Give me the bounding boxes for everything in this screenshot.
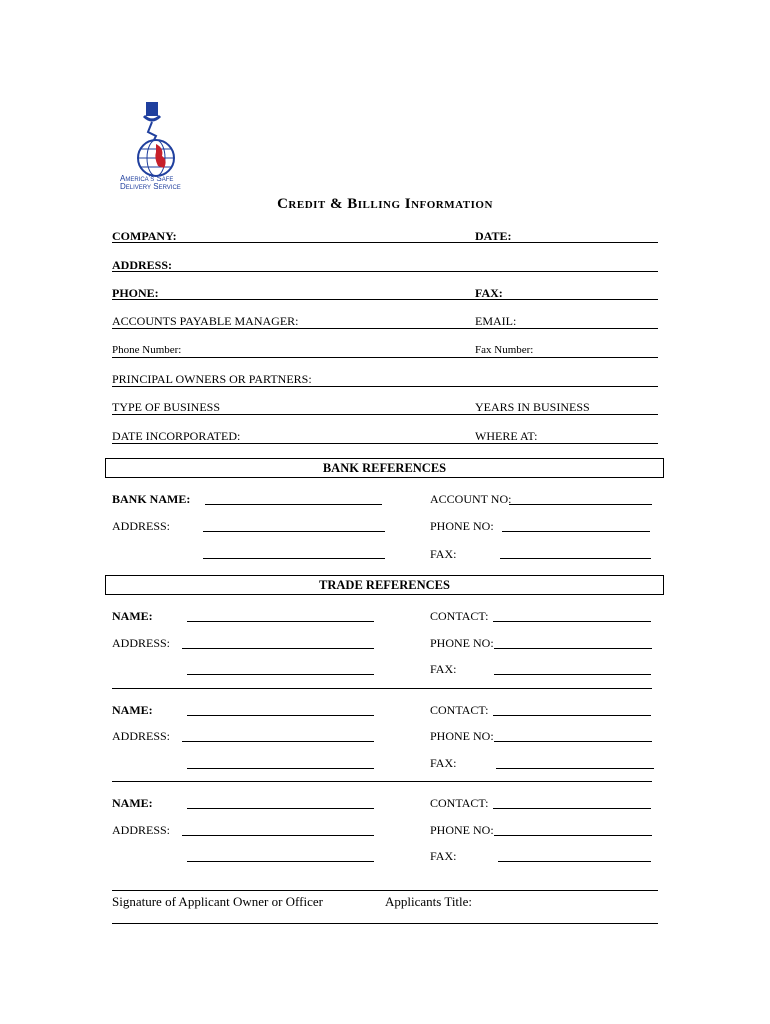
phone-fax-line[interactable] xyxy=(112,299,658,300)
trade1-phone-no-field[interactable] xyxy=(494,648,652,649)
bank-references-header xyxy=(105,458,664,478)
type-of-business-label: TYPE OF BUSINESS xyxy=(112,400,221,414)
date-label: DATE: xyxy=(475,229,512,243)
principal-owners-line[interactable] xyxy=(112,386,658,387)
bank-address-field-1[interactable] xyxy=(203,531,385,532)
trade2-phone-no-label: PHONE NO: xyxy=(430,729,494,743)
applicant-signature-label: Signature of Applicant Owner or Officer xyxy=(112,894,323,909)
trade3-address-field-2[interactable] xyxy=(187,861,374,862)
trade2-contact-field[interactable] xyxy=(493,715,651,716)
trade1-address-field-1[interactable] xyxy=(182,648,374,649)
trade2-name-label: NAME: xyxy=(112,703,153,717)
phone-label: PHONE: xyxy=(112,286,159,300)
trade3-contact-label: CONTACT: xyxy=(430,796,489,810)
date-incorporated-label: DATE INCORPORATED: xyxy=(112,429,241,443)
bank-fax-label: FAX: xyxy=(430,547,457,561)
bank-phone-no-field[interactable] xyxy=(502,531,650,532)
bank-address-label: ADDRESS: xyxy=(112,519,171,533)
bank-fax-field[interactable] xyxy=(500,558,651,559)
signature-bottom-line[interactable] xyxy=(112,923,658,924)
business-line[interactable] xyxy=(112,414,658,415)
bank-references-title: BANK REFERENCES xyxy=(322,461,447,475)
trade2-contact-label: CONTACT: xyxy=(430,703,489,717)
trade1-fax-label: FAX: xyxy=(430,662,457,676)
company-label: COMPANY: xyxy=(112,229,177,243)
ap-manager-label: ACCOUNTS PAYABLE MANAGER: xyxy=(112,314,299,328)
ap-manager-line[interactable] xyxy=(112,328,658,329)
trade1-address-field-2[interactable] xyxy=(187,674,374,675)
trade1-address-label: ADDRESS: xyxy=(112,636,171,650)
trade2-fax-label: FAX: xyxy=(430,756,457,770)
account-no-label: ACCOUNT NO: xyxy=(430,492,512,506)
bank-phone-no-label: PHONE NO: xyxy=(430,519,494,533)
trade1-name-label: NAME: xyxy=(112,609,153,623)
logo-text-line1: America's Safe xyxy=(120,174,174,183)
incorporated-line[interactable] xyxy=(112,443,658,444)
phone-number-label: Phone Number: xyxy=(112,344,182,356)
trade3-phone-no-field[interactable] xyxy=(494,835,652,836)
trade3-contact-field[interactable] xyxy=(493,808,651,809)
trade-references-header xyxy=(105,575,664,595)
years-in-business-label: YEARS IN BUSINESS xyxy=(475,400,590,414)
bank-name-label: BANK NAME: xyxy=(112,492,191,506)
signature-top-line[interactable] xyxy=(112,890,658,891)
trade3-fax-field[interactable] xyxy=(498,861,651,862)
trade1-phone-no-label: PHONE NO: xyxy=(430,636,494,650)
principal-owners-label: PRINCIPAL OWNERS OR PARTNERS: xyxy=(112,372,312,386)
trade1-contact-label: CONTACT: xyxy=(430,609,489,623)
trade3-phone-no-label: PHONE NO: xyxy=(430,823,494,837)
trade2-address-label: ADDRESS: xyxy=(112,729,171,743)
trade3-name-label: NAME: xyxy=(112,796,153,810)
trade1-name-field[interactable] xyxy=(187,621,374,622)
trade1-contact-field[interactable] xyxy=(493,621,651,622)
trade2-separator xyxy=(112,781,652,782)
trade3-name-field[interactable] xyxy=(187,808,374,809)
trade2-name-field[interactable] xyxy=(187,715,374,716)
company-line[interactable] xyxy=(112,242,658,243)
account-no-field[interactable] xyxy=(509,504,652,505)
address-label: ADDRESS: xyxy=(112,258,173,272)
page-title: Credit & Billing Information xyxy=(277,196,493,212)
trade2-fax-field[interactable] xyxy=(496,768,654,769)
email-label: EMAIL: xyxy=(475,314,517,328)
bank-address-field-2[interactable] xyxy=(203,558,385,559)
bank-name-field[interactable] xyxy=(205,504,382,505)
applicant-title-label: Applicants Title: xyxy=(385,894,473,909)
trade2-phone-no-field[interactable] xyxy=(494,741,652,742)
where-at-label: WHERE AT: xyxy=(475,429,538,443)
address-line[interactable] xyxy=(112,271,658,272)
trade1-separator xyxy=(112,688,652,689)
trade-references-title: TRADE REFERENCES xyxy=(319,578,450,592)
trade1-fax-field[interactable] xyxy=(494,674,651,675)
fax-label: FAX: xyxy=(475,286,503,300)
trade3-fax-label: FAX: xyxy=(430,849,457,863)
trade3-address-label: ADDRESS: xyxy=(112,823,171,837)
phone-number-line[interactable] xyxy=(112,357,658,358)
trade2-address-field-1[interactable] xyxy=(182,741,374,742)
trade3-address-field-1[interactable] xyxy=(182,835,374,836)
logo-text-line2: Delivery Service xyxy=(120,182,181,191)
trade2-address-field-2[interactable] xyxy=(187,768,374,769)
fax-number-label: Fax Number: xyxy=(475,344,534,356)
